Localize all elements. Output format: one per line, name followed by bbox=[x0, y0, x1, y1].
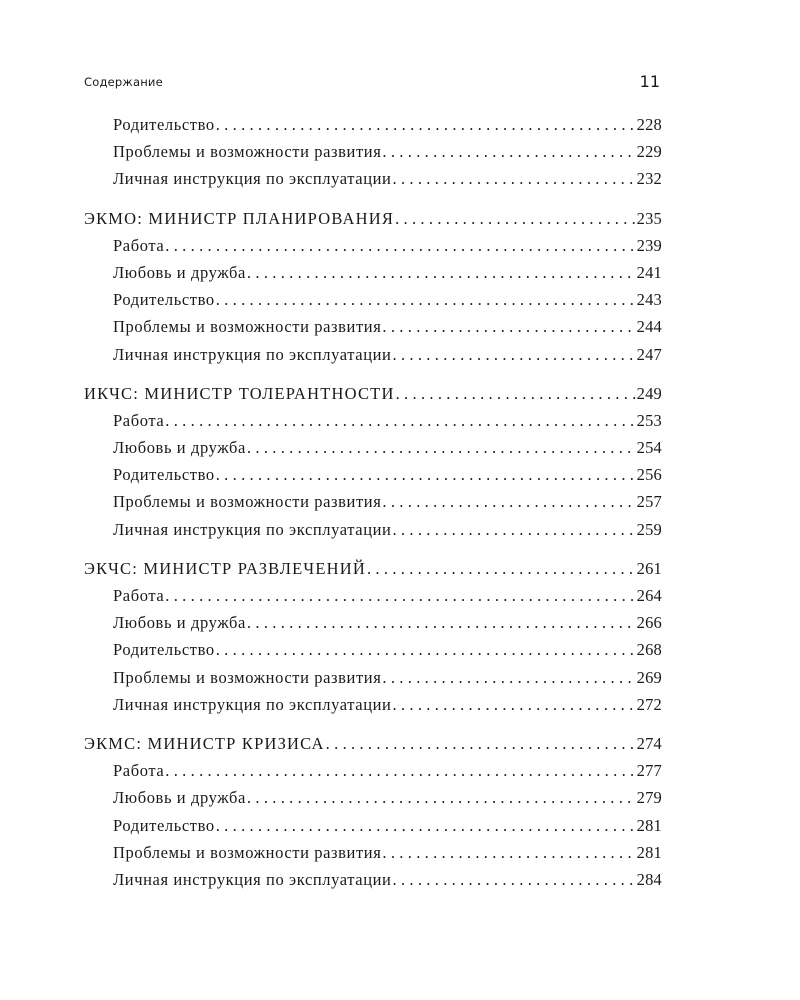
toc-entry-page: 269 bbox=[636, 667, 662, 687]
toc-entry[interactable] bbox=[84, 843, 662, 870]
dot-leader bbox=[247, 613, 636, 633]
toc-entry-label: Проблемы и возможности развития bbox=[113, 842, 382, 862]
dot-leader bbox=[382, 492, 635, 512]
toc-entry-label: Проблемы и возможности развития bbox=[113, 667, 382, 687]
dot-leader bbox=[216, 115, 636, 135]
toc-chapter-entry[interactable] bbox=[84, 209, 662, 236]
toc-entry-page: 232 bbox=[636, 169, 662, 189]
toc-chapter-entry[interactable] bbox=[84, 734, 662, 761]
dot-leader bbox=[395, 209, 636, 229]
dot-leader bbox=[382, 843, 635, 863]
toc-entry-label: Работа bbox=[113, 410, 165, 430]
table-of-contents bbox=[84, 115, 662, 897]
toc-entry[interactable] bbox=[84, 668, 662, 695]
dot-leader bbox=[216, 290, 636, 310]
toc-entry-page: 247 bbox=[636, 344, 662, 364]
toc-entry[interactable] bbox=[84, 870, 662, 897]
dot-leader bbox=[393, 345, 636, 365]
toc-entry-page: 239 bbox=[636, 235, 662, 255]
dot-leader bbox=[382, 317, 635, 337]
dot-leader bbox=[247, 438, 636, 458]
toc-chapter-entry[interactable] bbox=[84, 559, 662, 586]
toc-entry[interactable] bbox=[84, 816, 662, 843]
toc-entry-page: 261 bbox=[636, 558, 662, 578]
toc-entry-page: 279 bbox=[636, 788, 662, 808]
toc-entry-label: Любовь и дружба bbox=[113, 613, 246, 633]
toc-entry-label: Проблемы и возможности развития bbox=[113, 492, 382, 512]
toc-entry-page: 266 bbox=[636, 613, 662, 633]
toc-entry[interactable] bbox=[84, 788, 662, 815]
toc-entry-page: 228 bbox=[636, 115, 662, 134]
toc-entry-page: 249 bbox=[636, 383, 662, 403]
toc-entry-page: 229 bbox=[636, 142, 662, 162]
dot-leader bbox=[247, 788, 636, 808]
toc-entry[interactable] bbox=[84, 169, 662, 196]
toc-entry-label: Работа bbox=[113, 586, 165, 605]
dot-leader bbox=[396, 384, 636, 404]
toc-entry-page: 243 bbox=[636, 290, 662, 310]
toc-entry-page: 244 bbox=[636, 317, 662, 337]
toc-entry[interactable] bbox=[84, 263, 662, 290]
toc-entry-page: 277 bbox=[636, 761, 662, 781]
toc-entry-label: Личная инструкция по эксплуатации bbox=[113, 869, 392, 889]
toc-entry-label: Родительство bbox=[113, 640, 215, 660]
toc-entry[interactable] bbox=[84, 142, 662, 169]
toc-entry-page: 235 bbox=[636, 208, 662, 228]
toc-entry-page: 257 bbox=[636, 492, 662, 512]
toc-entry-label: Любовь и дружба bbox=[113, 788, 246, 808]
toc-entry-page: 241 bbox=[636, 262, 662, 282]
dot-leader bbox=[216, 465, 636, 485]
toc-entry[interactable] bbox=[84, 695, 662, 722]
toc-chapter-label: ЭКМС: МИНИСТР КРИЗИСА bbox=[84, 733, 325, 753]
toc-entry-page: 259 bbox=[636, 519, 662, 539]
dot-leader bbox=[393, 520, 636, 540]
toc-entry[interactable] bbox=[84, 520, 662, 547]
toc-entry-label: Личная инструкция по эксплуатации bbox=[113, 519, 392, 539]
toc-entry-label: Проблемы и возможности развития bbox=[113, 142, 382, 162]
dot-leader bbox=[247, 263, 636, 283]
toc-entry-label: Родительство bbox=[113, 115, 215, 134]
toc-entry-page: 256 bbox=[636, 465, 662, 485]
toc-entry[interactable] bbox=[84, 492, 662, 519]
toc-entry-label: Родительство bbox=[113, 290, 215, 310]
toc-chapter-entry[interactable] bbox=[84, 384, 662, 411]
dot-leader bbox=[165, 411, 635, 431]
page-number: 11 bbox=[639, 72, 660, 91]
toc-entry-page: 281 bbox=[636, 815, 662, 835]
dot-leader bbox=[393, 870, 636, 890]
toc-entry-page: 272 bbox=[636, 694, 662, 714]
dot-leader bbox=[393, 169, 636, 189]
toc-entry-label: Любовь и дружба bbox=[113, 438, 246, 458]
dot-leader bbox=[367, 559, 636, 579]
toc-entry-label: Личная инструкция по эксплуатации bbox=[113, 344, 392, 364]
dot-leader bbox=[382, 142, 635, 162]
toc-chapter-label: ЭКМО: МИНИСТР ПЛАНИРОВАНИЯ bbox=[84, 208, 395, 228]
toc-entry-label: Работа bbox=[113, 235, 165, 255]
toc-entry-page: 253 bbox=[636, 410, 662, 430]
toc-entry[interactable] bbox=[84, 640, 662, 667]
toc-entry-page: 268 bbox=[636, 640, 662, 660]
dot-leader bbox=[393, 695, 636, 715]
toc-entry-page: 284 bbox=[636, 869, 662, 889]
toc-entry-label: Родительство bbox=[113, 465, 215, 485]
dot-leader bbox=[382, 668, 635, 688]
toc-entry[interactable] bbox=[84, 345, 662, 372]
toc-entry-label: Работа bbox=[113, 761, 165, 781]
toc-entry-page: 274 bbox=[636, 733, 662, 753]
toc-entry[interactable] bbox=[84, 411, 662, 438]
toc-entry[interactable] bbox=[84, 115, 662, 142]
toc-chapter-label: ИКЧС: МИНИСТР ТОЛЕРАНТНОСТИ bbox=[84, 383, 395, 403]
toc-entry-page: 281 bbox=[636, 842, 662, 862]
toc-chapter-label: ЭКЧС: МИНИСТР РАЗВЛЕЧЕНИЙ bbox=[84, 558, 366, 578]
toc-entry[interactable] bbox=[84, 761, 662, 788]
toc-entry-page: 264 bbox=[636, 586, 662, 605]
toc-entry[interactable] bbox=[84, 465, 662, 492]
toc-entry-label: Проблемы и возможности развития bbox=[113, 317, 382, 337]
toc-entry-page: 254 bbox=[636, 438, 662, 458]
dot-leader bbox=[216, 816, 636, 836]
toc-entry-label: Родительство bbox=[113, 815, 215, 835]
dot-leader bbox=[165, 761, 635, 781]
running-header-title: Содержание bbox=[84, 75, 163, 89]
toc-entry[interactable] bbox=[84, 586, 662, 613]
toc-entry[interactable] bbox=[84, 317, 662, 344]
dot-leader bbox=[326, 734, 636, 754]
dot-leader bbox=[165, 236, 635, 256]
toc-entry-label: Любовь и дружба bbox=[113, 262, 246, 282]
dot-leader bbox=[216, 640, 636, 660]
toc-entry[interactable] bbox=[84, 613, 662, 640]
toc-entry-label: Личная инструкция по эксплуатации bbox=[113, 694, 392, 714]
dot-leader bbox=[165, 586, 635, 606]
toc-entry[interactable] bbox=[84, 236, 662, 263]
toc-entry-label: Личная инструкция по эксплуатации bbox=[113, 169, 392, 189]
toc-entry[interactable] bbox=[84, 290, 662, 317]
toc-entry[interactable] bbox=[84, 438, 662, 465]
